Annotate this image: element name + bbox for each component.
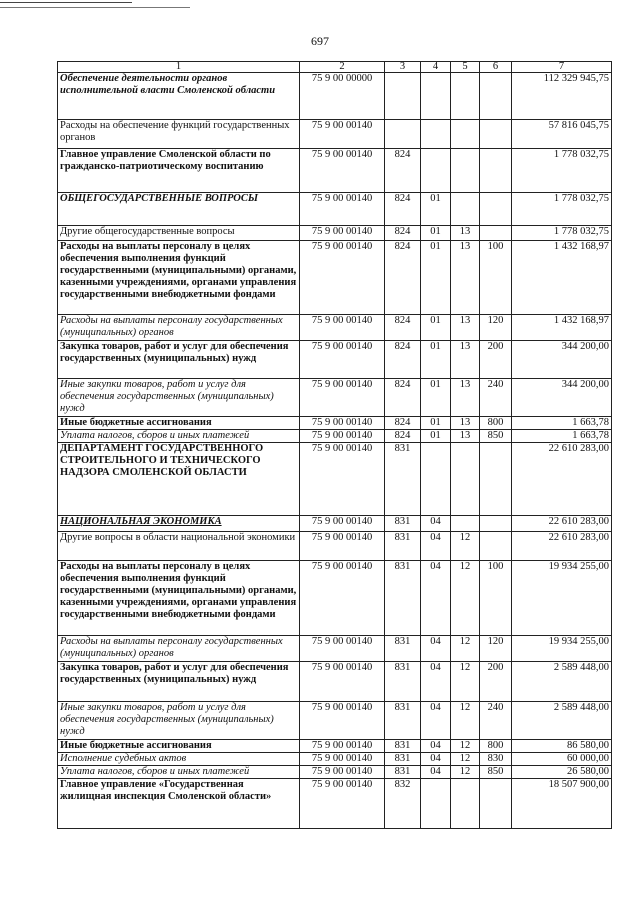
expense-type-cell [480, 73, 512, 120]
amount-cell: 1 663,78 [512, 430, 612, 443]
subsection-code-cell [451, 779, 480, 829]
table-row [58, 740, 612, 753]
department-code-cell: 831 [385, 766, 421, 779]
expense-type-cell: 100 [480, 561, 512, 636]
table-row [58, 662, 612, 702]
row-name-cell: Расходы на обеспечение функций государственных органов [58, 120, 300, 149]
department-code-cell: 831 [385, 753, 421, 766]
row-name-cell: Расходы на выплаты персоналу в целях обеспечения выполнения функций государственными (муниципальными) органами, казенными учреждениями, органами управления государственными внебюджетными фондами [58, 241, 300, 315]
section-code-cell: 04 [421, 766, 451, 779]
subsection-code-cell [451, 120, 480, 149]
amount-cell: 26 580,00 [512, 766, 612, 779]
expense-type-cell: 830 [480, 753, 512, 766]
subsection-code-cell: 12 [451, 561, 480, 636]
target-article-cell: 75 9 00 00140 [300, 779, 385, 829]
table-row [58, 379, 612, 417]
amount-cell: 18 507 900,00 [512, 779, 612, 829]
row-name-cell: Иные закупки товаров, работ и услуг для обеспечения государственных (муниципальных) нужд [58, 702, 300, 740]
department-code-cell: 831 [385, 516, 421, 532]
row-name-cell: Закупка товаров, работ и услуг для обеспечения государственных (муниципальных) нужд [58, 662, 300, 702]
section-code-cell: 01 [421, 241, 451, 315]
target-article-cell: 75 9 00 00140 [300, 443, 385, 516]
expense-type-cell: 240 [480, 702, 512, 740]
row-name-cell: Уплата налогов, сборов и иных платежей [58, 766, 300, 779]
table-row [58, 532, 612, 561]
amount-cell: 19 934 255,00 [512, 561, 612, 636]
row-name-cell: Закупка товаров, работ и услуг для обеспечения государственных (муниципальных) нужд [58, 341, 300, 379]
expense-type-cell: 800 [480, 417, 512, 430]
target-article-cell: 75 9 00 00140 [300, 740, 385, 753]
header-rule [0, 7, 190, 8]
department-code-cell: 824 [385, 226, 421, 241]
subsection-code-cell [451, 443, 480, 516]
target-article-cell: 75 9 00 00000 [300, 73, 385, 120]
subsection-code-cell: 13 [451, 379, 480, 417]
target-article-cell: 75 9 00 00140 [300, 532, 385, 561]
row-name-cell: Исполнение судебных актов [58, 753, 300, 766]
department-code-cell: 831 [385, 532, 421, 561]
target-article-cell: 75 9 00 00140 [300, 120, 385, 149]
row-name-cell: Иные бюджетные ассигнования [58, 417, 300, 430]
target-article-cell: 75 9 00 00140 [300, 341, 385, 379]
target-article-cell: 75 9 00 00140 [300, 753, 385, 766]
expense-type-cell: 200 [480, 662, 512, 702]
table-row [58, 516, 612, 532]
subsection-code-cell [451, 193, 480, 226]
subsection-code-cell [451, 149, 480, 193]
table-row [58, 73, 612, 120]
department-code-cell: 824 [385, 149, 421, 193]
row-name-cell: Иные закупки товаров, работ и услуг для обеспечения государственных (муниципальных) нужд [58, 379, 300, 417]
row-name-cell: Расходы на выплаты персоналу в целях обеспечения выполнения функций государственными (муниципальными) органами, казенными учреждениями, органами управления государственными внебюджетными фондами [58, 561, 300, 636]
subsection-code-cell: 13 [451, 315, 480, 341]
expense-type-cell [480, 120, 512, 149]
target-article-cell: 75 9 00 00140 [300, 702, 385, 740]
department-code-cell: 831 [385, 740, 421, 753]
column-header-2: 2 [300, 62, 385, 73]
column-header-7: 7 [512, 62, 612, 73]
section-code-cell: 01 [421, 226, 451, 241]
target-article-cell: 75 9 00 00140 [300, 149, 385, 193]
subsection-code-cell [451, 73, 480, 120]
amount-cell: 60 000,00 [512, 753, 612, 766]
section-code-cell [421, 779, 451, 829]
table-row [58, 341, 612, 379]
target-article-cell: 75 9 00 00140 [300, 379, 385, 417]
expense-type-cell [480, 516, 512, 532]
department-code-cell: 824 [385, 193, 421, 226]
department-code-cell: 831 [385, 702, 421, 740]
section-code-cell [421, 120, 451, 149]
expense-type-cell: 120 [480, 315, 512, 341]
expense-type-cell: 800 [480, 740, 512, 753]
row-name-cell: Расходы на выплаты персоналу государственных (муниципальных) органов [58, 636, 300, 662]
row-name-cell: Главное управление «Государственная жилищная инспекция Смоленской области» [58, 779, 300, 829]
amount-cell: 86 580,00 [512, 740, 612, 753]
amount-cell: 22 610 283,00 [512, 516, 612, 532]
amount-cell: 19 934 255,00 [512, 636, 612, 662]
amount-cell: 1 432 168,97 [512, 241, 612, 315]
target-article-cell: 75 9 00 00140 [300, 561, 385, 636]
section-code-cell [421, 73, 451, 120]
target-article-cell: 75 9 00 00140 [300, 315, 385, 341]
table-row [58, 430, 612, 443]
target-article-cell: 75 9 00 00140 [300, 636, 385, 662]
subsection-code-cell: 13 [451, 341, 480, 379]
department-code-cell: 824 [385, 315, 421, 341]
amount-cell: 344 200,00 [512, 379, 612, 417]
amount-cell: 2 589 448,00 [512, 662, 612, 702]
target-article-cell: 75 9 00 00140 [300, 430, 385, 443]
section-code-cell: 01 [421, 341, 451, 379]
column-header-4: 4 [421, 62, 451, 73]
header-row [58, 62, 612, 73]
expense-type-cell [480, 532, 512, 561]
subsection-code-cell: 12 [451, 766, 480, 779]
expense-type-cell [480, 226, 512, 241]
table-row [58, 226, 612, 241]
expense-type-cell: 120 [480, 636, 512, 662]
expense-type-cell: 100 [480, 241, 512, 315]
subsection-code-cell [451, 516, 480, 532]
row-name-cell: ОБЩЕГОСУДАРСТВЕННЫЕ ВОПРОСЫ [58, 193, 300, 226]
amount-cell: 1 778 032,75 [512, 226, 612, 241]
amount-cell: 22 610 283,00 [512, 532, 612, 561]
department-code-cell: 831 [385, 561, 421, 636]
table-row [58, 766, 612, 779]
target-article-cell: 75 9 00 00140 [300, 766, 385, 779]
table-row [58, 417, 612, 430]
amount-cell: 112 329 945,75 [512, 73, 612, 120]
row-name-cell: Другие общегосударственные вопросы [58, 226, 300, 241]
amount-cell: 1 778 032,75 [512, 193, 612, 226]
amount-cell: 344 200,00 [512, 341, 612, 379]
subsection-code-cell: 12 [451, 636, 480, 662]
department-code-cell: 824 [385, 241, 421, 315]
department-code-cell: 824 [385, 417, 421, 430]
expense-type-cell [480, 443, 512, 516]
subsection-code-cell: 12 [451, 662, 480, 702]
expense-type-cell: 240 [480, 379, 512, 417]
amount-cell: 22 610 283,00 [512, 443, 612, 516]
amount-cell: 1 663,78 [512, 417, 612, 430]
section-code-cell: 04 [421, 740, 451, 753]
expense-type-cell: 850 [480, 766, 512, 779]
section-code-cell: 04 [421, 532, 451, 561]
table-row [58, 315, 612, 341]
table-row [58, 561, 612, 636]
target-article-cell: 75 9 00 00140 [300, 193, 385, 226]
amount-cell: 1 778 032,75 [512, 149, 612, 193]
column-header-1: 1 [58, 62, 300, 73]
target-article-cell: 75 9 00 00140 [300, 516, 385, 532]
table-row [58, 241, 612, 315]
section-code-cell: 04 [421, 662, 451, 702]
subsection-code-cell: 12 [451, 532, 480, 561]
table-row [58, 149, 612, 193]
expense-type-cell [480, 149, 512, 193]
target-article-cell: 75 9 00 00140 [300, 417, 385, 430]
amount-cell: 2 589 448,00 [512, 702, 612, 740]
table-row [58, 779, 612, 829]
subsection-code-cell: 13 [451, 241, 480, 315]
department-code-cell: 831 [385, 636, 421, 662]
department-code-cell [385, 73, 421, 120]
section-code-cell: 04 [421, 561, 451, 636]
subsection-code-cell: 13 [451, 417, 480, 430]
expense-type-cell [480, 779, 512, 829]
table-row [58, 636, 612, 662]
table-row [58, 702, 612, 740]
row-name-cell: Уплата налогов, сборов и иных платежей [58, 430, 300, 443]
section-code-cell: 01 [421, 430, 451, 443]
expense-type-cell: 200 [480, 341, 512, 379]
row-name-cell: Иные бюджетные ассигнования [58, 740, 300, 753]
department-code-cell: 824 [385, 341, 421, 379]
section-code-cell: 01 [421, 315, 451, 341]
section-code-cell [421, 443, 451, 516]
row-name-cell: Расходы на выплаты персоналу государственных (муниципальных) органов [58, 315, 300, 341]
row-name-cell: ДЕПАРТАМЕНТ ГОСУДАРСТВЕННОГО СТРОИТЕЛЬНОГО И ТЕХНИЧЕСКОГО НАДЗОРА СМОЛЕНСКОЙ ОБЛАСТИ [58, 443, 300, 516]
section-code-cell: 01 [421, 417, 451, 430]
department-code-cell: 824 [385, 430, 421, 443]
row-name-cell: Главное управление Смоленской области по гражданско-патриотическому воспитанию [58, 149, 300, 193]
row-name-cell: НАЦИОНАЛЬНАЯ ЭКОНОМИКА [58, 516, 300, 532]
target-article-cell: 75 9 00 00140 [300, 241, 385, 315]
department-code-cell: 832 [385, 779, 421, 829]
table-row [58, 753, 612, 766]
section-code-cell: 04 [421, 516, 451, 532]
table-row [58, 193, 612, 226]
expense-type-cell [480, 193, 512, 226]
department-code-cell [385, 120, 421, 149]
table-row [58, 120, 612, 149]
section-code-cell [421, 149, 451, 193]
department-code-cell: 831 [385, 443, 421, 516]
section-code-cell: 04 [421, 753, 451, 766]
section-code-cell: 04 [421, 636, 451, 662]
amount-cell: 57 816 045,75 [512, 120, 612, 149]
column-header-5: 5 [451, 62, 480, 73]
subsection-code-cell: 12 [451, 702, 480, 740]
row-name-cell: Другие вопросы в области национальной экономики [58, 532, 300, 561]
target-article-cell: 75 9 00 00140 [300, 662, 385, 702]
section-code-cell: 04 [421, 702, 451, 740]
budget-table [57, 61, 612, 829]
subsection-code-cell: 13 [451, 430, 480, 443]
department-code-cell: 824 [385, 379, 421, 417]
section-code-cell: 01 [421, 193, 451, 226]
header-rule [0, 2, 132, 3]
target-article-cell: 75 9 00 00140 [300, 226, 385, 241]
page-number: 697 [311, 34, 329, 48]
amount-cell: 1 432 168,97 [512, 315, 612, 341]
subsection-code-cell: 12 [451, 740, 480, 753]
section-code-cell: 01 [421, 379, 451, 417]
department-code-cell: 831 [385, 662, 421, 702]
subsection-code-cell: 12 [451, 753, 480, 766]
column-header-6: 6 [480, 62, 512, 73]
column-header-3: 3 [385, 62, 421, 73]
subsection-code-cell: 13 [451, 226, 480, 241]
expense-type-cell: 850 [480, 430, 512, 443]
row-name-cell: Обеспечение деятельности органов исполнительной власти Смоленской области [58, 73, 300, 120]
table-row [58, 443, 612, 516]
